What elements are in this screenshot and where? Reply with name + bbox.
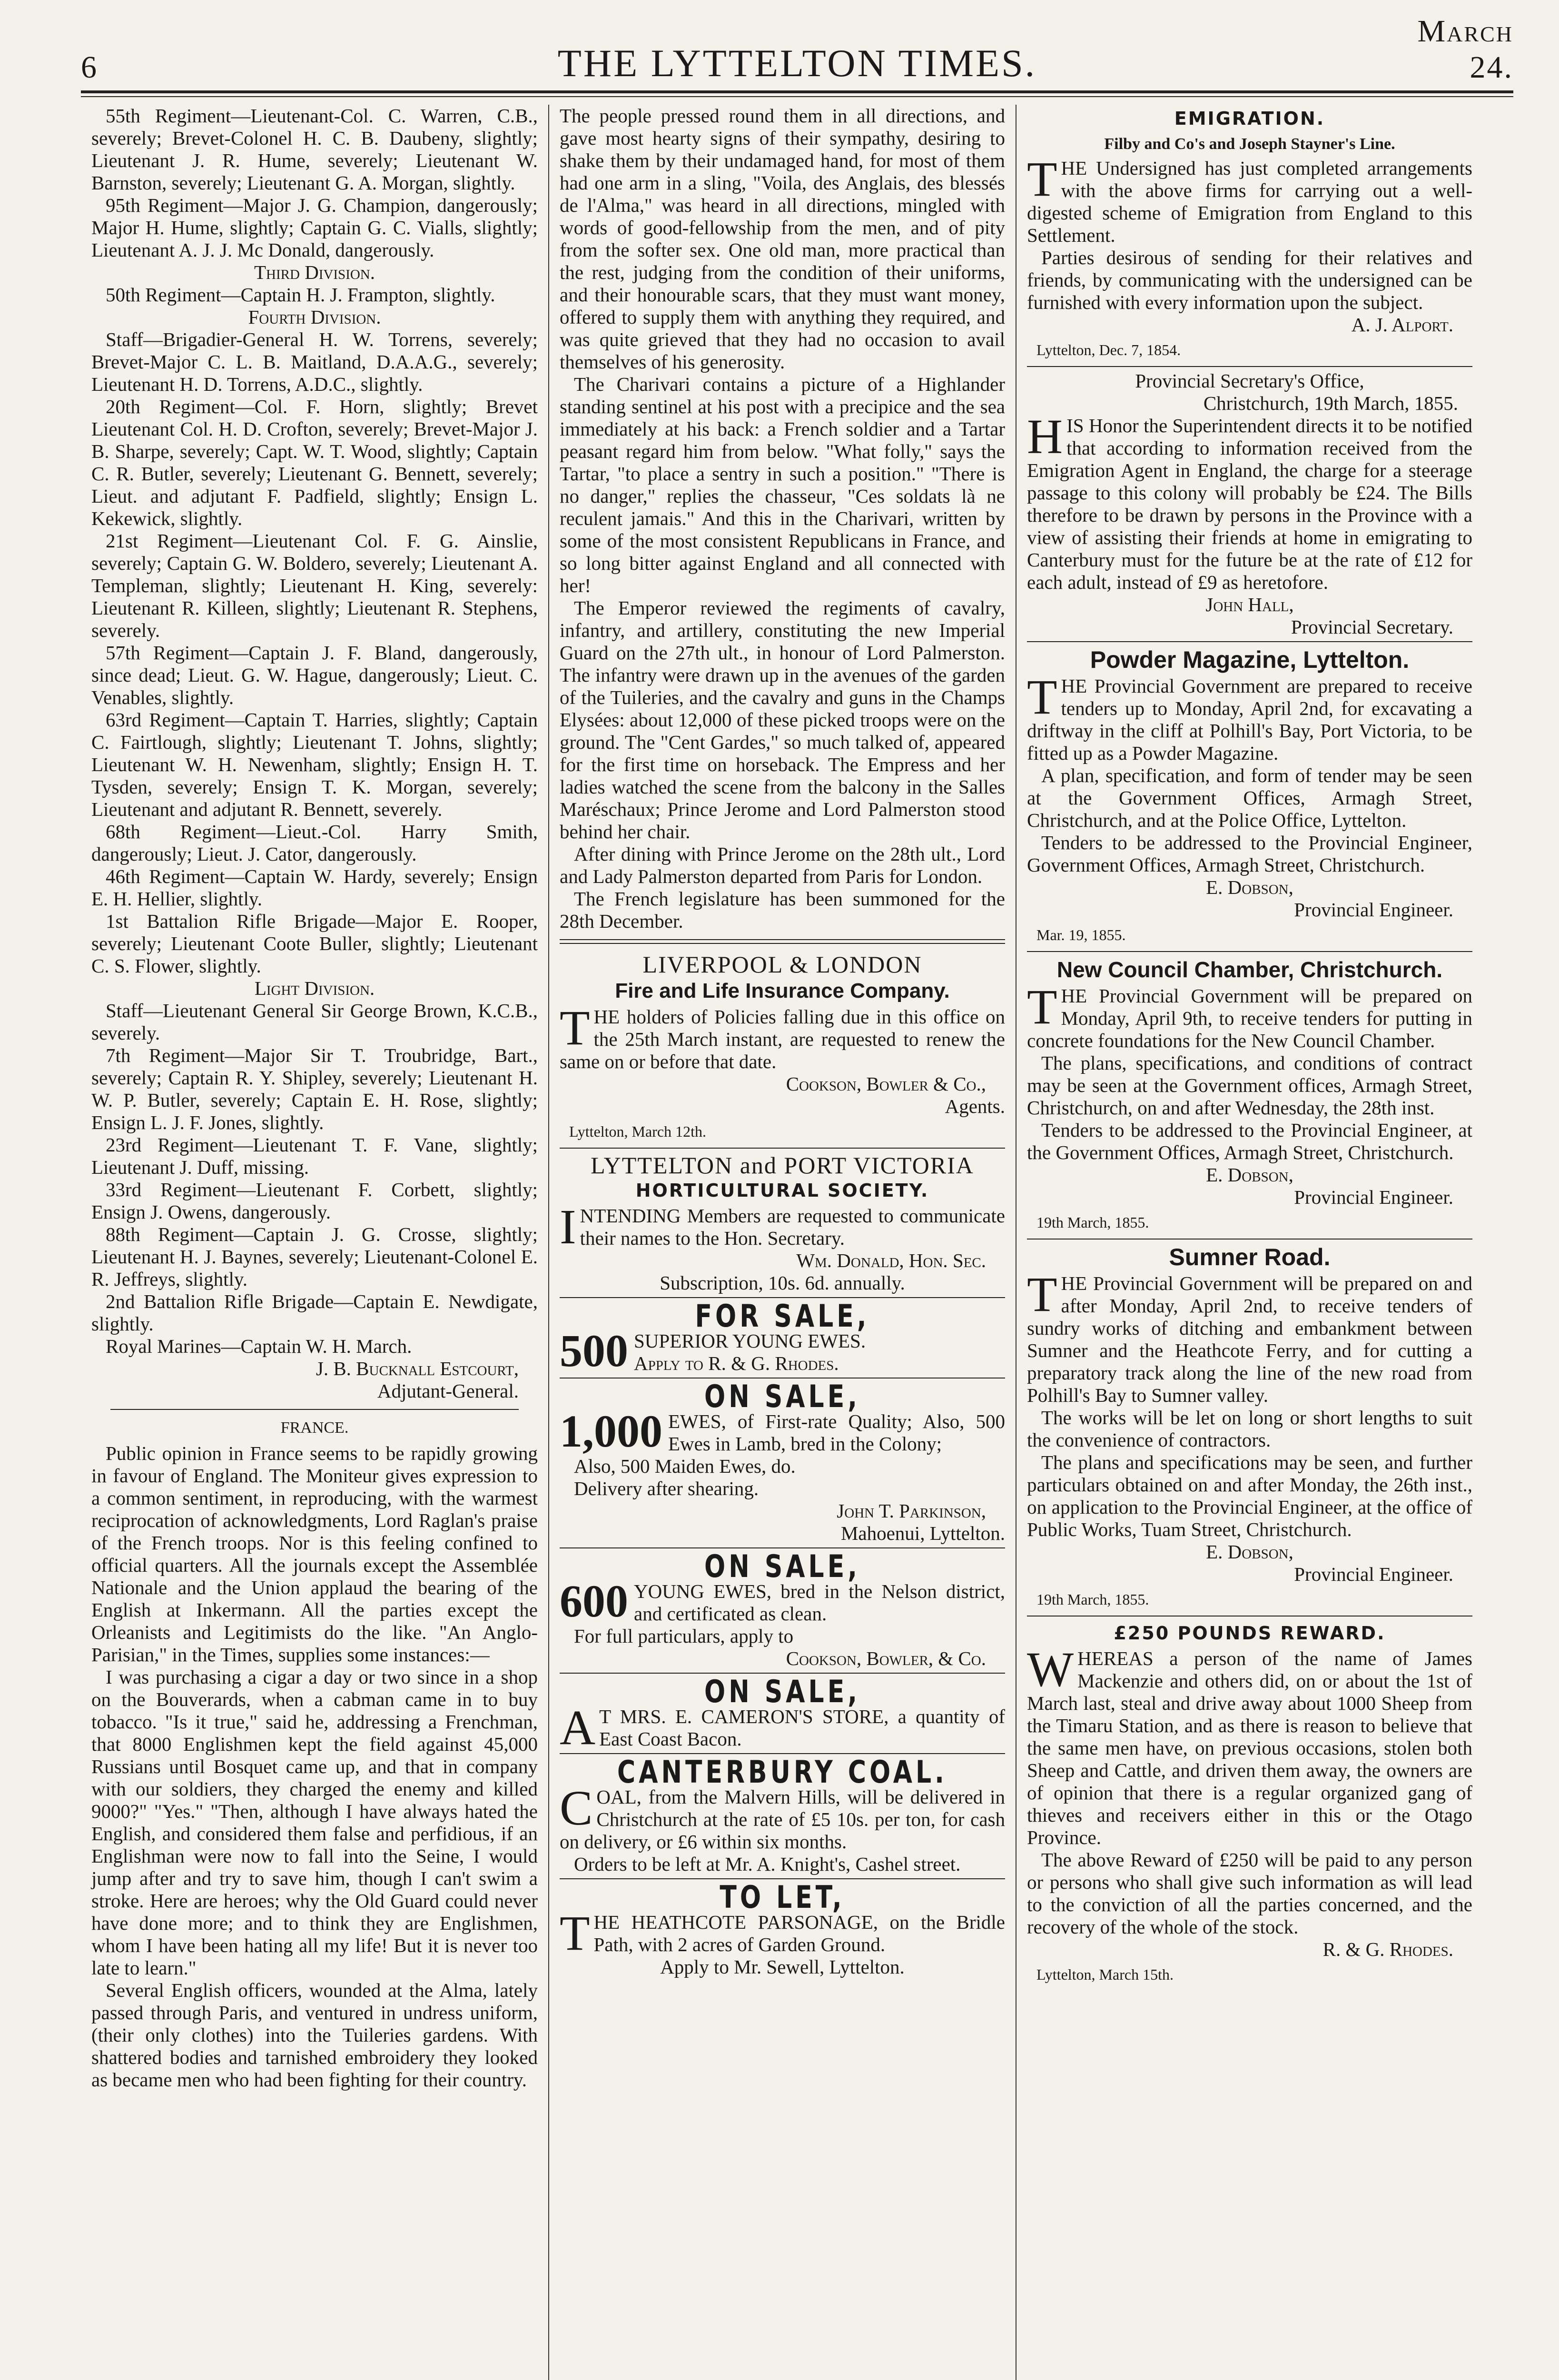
notice-signature-role: Provincial Engineer.	[1294, 1186, 1453, 1208]
council-chamber-notice	[1027, 955, 1472, 1236]
ad-heading: ON SALE,	[704, 1551, 860, 1585]
notice-signature-role: Provincial Engineer.	[1294, 899, 1453, 921]
ad-signature-place: Mahoenui, Lyttelton.	[840, 1522, 1005, 1544]
ad-body: HE holders of Policies falling due in this office on the 25th March instant, are requested to renew the same on or before that date.	[560, 1006, 1005, 1072]
ad-signature-role: Agents.	[945, 1095, 1005, 1117]
casualty-entry: 55th Regiment—Lieutenant-Col. C. Warren, C.B., severely; Brevet-Colonel H. C. B. Daubeny, slightly; Lieutenant J. R. Hume, severely; Lieutenant W. Barnston, severely; Lieutenant G. A. Morgan, slightly.	[91, 105, 538, 194]
ad-body: EWES, of First-rate Quality; Also, 500 Ewes in Lamb, bred in the Colony;	[668, 1410, 1005, 1455]
drop-cap: T	[1027, 980, 1057, 1034]
casualty-entry: 1st Battalion Rifle Brigade—Major E. Rooper, severely; Lieutenant Coote Buller, slightly; Lieutenant C. S. Flower, slightly.	[91, 910, 538, 977]
ad-subscription: Subscription, 10s. 6d. annually.	[660, 1272, 905, 1294]
emigration-ad	[1027, 105, 1472, 363]
notice-signature: John Hall,	[1205, 594, 1294, 615]
on-sale-young-ewes-ad	[560, 1551, 1005, 1670]
casualty-entry: Royal Marines—Captain W. H. March.	[106, 1335, 412, 1357]
ad-line: Also, 500 Maiden Ewes, do.	[574, 1455, 796, 1477]
casualty-entry: 33rd Regiment—Lieutenant F. Corbett, slightly; Ensign J. Owens, dangerously.	[91, 1179, 538, 1223]
ad-quantity: 1,000	[560, 1406, 662, 1457]
on-sale-ewes-ad	[560, 1381, 1005, 1545]
article-paragraph: The Emperor reviewed the regiments of cavalry, infantry, and artillery, constituting the new Imperial Guard on the 27th ult., in honour of Lord Palmerston. The infantry were drawn up in the avenues of the garden of the Tuileries, and the cavalry and guns in the Champs Elysées: about 12,000 of these picked troops were on the ground. The "Cent Gardes," so much talked of, appeared for the first time on horseback. The Empress and her ladies watched the scene from the balcony in the Salles Maréschaux; Prince Jerome and Lord Palmerston stood behind her chair.	[560, 597, 1005, 843]
ad-rule	[1027, 1239, 1472, 1240]
casualty-entry: 21st Regiment—Lieutenant Col. F. G. Ainslie, severely; Captain G. W. Boldero, severely; Lieutenant A. Templeman, slightly; Lieutenant H. King, severely: Lieutenant R. Killeen, slightly; Lieutenant R. Stephens, severely.	[91, 530, 538, 641]
ad-subtitle: HORTICULTURAL SOCIETY.	[635, 1180, 929, 1201]
ad-apply: Apply to R. & G. Rhodes.	[634, 1352, 839, 1374]
division-heading: Third Division.	[254, 261, 375, 283]
ad-subtitle: Filby and Co's and Joseph Stayner's Line.	[1104, 135, 1395, 153]
division-heading: Fourth Division.	[248, 306, 381, 328]
notice-line: A plan, specification, and form of tender may be seen at the Government Offices, Armagh Street, Christchurch, and at the Police Office, Lyttelton.	[1027, 764, 1472, 831]
notice-dateline: Mar. 19, 1855.	[1036, 926, 1126, 943]
liverpool-insurance-ad	[560, 951, 1005, 1145]
notice-signature: R. & G. Rhodes.	[1322, 1938, 1453, 1960]
article-paragraph: After dining with Prince Jerome on the 28th ult., Lord and Lady Palmerston departed from Paris for London.	[560, 843, 1005, 887]
ad-heading: TO LET,	[720, 1882, 845, 1916]
sumner-road-notice	[1027, 1242, 1472, 1613]
casualty-entry: 20th Regiment—Col. F. Horn, slightly; Brevet Lieutenant Col. H. D. Crofton, severely; Brevet-Major J. B. Sharpe, severely; Capt. W. T. Wood, slightly; Captain C. R. Butler, severely; Lieutenant G. Bennett, severely; Lieut. and adjutant F. Padfield, slightly; Ensign L. Kekewick, slightly.	[91, 396, 538, 529]
drop-cap: C	[560, 1781, 593, 1835]
casualty-entry: Staff—Brigadier-General H. W. Torrens, severely; Brevet-Major C. L. B. Maitland, D.A.A.G., severely; Lieutenant H. D. Torrens, A.D.C., slightly.	[91, 328, 538, 395]
notice-line: The plans and specifications may be seen, and further particulars obtained on and after Monday, the 26th inst., on application to the Provincial Engineer, at the office of Public Works, Tuam Street, Christchurch.	[1027, 1451, 1472, 1540]
notice-place: Christchurch, 19th March, 1855.	[1203, 392, 1458, 414]
newspaper-title: THE LYTTELTON TIMES.	[557, 41, 1037, 85]
ad-heading: ON SALE,	[704, 1381, 860, 1415]
ad-rule	[560, 1673, 1005, 1674]
notice-body: HE Provincial Government will be prepared on and after Monday, April 2nd, to receive tenders of sundry works of ditching and embankment between Sumner and the Heathcote Ferry, and for cutting a preparatory track along the line of the new road from Polhill's Bay to Sumner valley.	[1027, 1272, 1472, 1406]
article-paragraph: The people pressed round them in all directions, and gave most hearty signs of their sympathy, desiring to shake them by their undamaged hand, for most of them had one arm in a sling, "Voila, des Anglais, des blessés de l'Alma," was heard in all directions, mingled with words of good-fellowship from the men, and of pity from the softer sex. One old man, more practical than the rest, judging from the condition of their uniforms, and their honourable scars, that they must want money, offered to supply them with anything they required, and was quite grieved that they had no occasion to avail themselves of his generosity.	[560, 105, 1005, 373]
signature-name: J. B. Bucknall Estcourt,	[316, 1358, 519, 1379]
casualty-entry: 2nd Battalion Rifle Brigade—Captain E. Newdigate, slightly.	[91, 1290, 538, 1335]
ad-line: Orders to be left at Mr. A. Knight's, Cashel street.	[574, 1853, 961, 1875]
division-heading: Light Division.	[254, 977, 375, 999]
column-3	[1016, 105, 1483, 2380]
provincial-secretary-notice	[1027, 370, 1472, 638]
ad-body: HE Undersigned has just completed arrangements with the above firms for carrying out a well-digested scheme of Emigration from England to this Settlement.	[1027, 157, 1472, 246]
notice-heading: £250 POUNDS REWARD.	[1114, 1623, 1386, 1644]
ad-rule	[560, 1753, 1005, 1754]
notice-body: IS Honor the Superintendent directs it to be notified that according to information received from the Emigration Agent in England, the charge for a steerage passage to this colony will probably be £24. The Bills therefore to be drawn by persons in the Province with a view of assisting their friends at home in emigrating to Canterbury must for the future be at the rate of £12 for each adult, instead of £9 as heretofore.	[1027, 415, 1472, 593]
ad-rule	[1027, 641, 1472, 642]
casualty-entry: 46th Regiment—Captain W. Hardy, severely; Ensign E. H. Hellier, slightly.	[91, 865, 538, 910]
ad-rule	[560, 1297, 1005, 1298]
ad-heading: CANTERBURY COAL.	[617, 1757, 947, 1791]
ad-signature: Cookson, Bowler, & Co.	[786, 1647, 986, 1669]
masthead-rule-thin	[81, 96, 1513, 97]
notice-heading: Sumner Road.	[1169, 1244, 1331, 1270]
ad-heading: EMIGRATION.	[1174, 108, 1325, 129]
ad-body: YOUNG EWES, bred in the Nelson district, and certificated as clean.	[634, 1580, 1005, 1625]
notice-signature-role: Provincial Secretary.	[1291, 616, 1453, 638]
ad-line: Apply to Mr. Sewell, Lyttelton.	[660, 1956, 905, 1978]
ad-signature: John T. Parkinson,	[837, 1500, 986, 1522]
signature-title: Adjutant-General.	[377, 1380, 519, 1402]
to-let-ad	[560, 1882, 1005, 1978]
article-paragraph: The Charivari contains a picture of a Highlander standing sentinel at his post with a precipice and the sea immediately at his back: a French soldier and a Tartar peasant regard him from below. "What folly," says the Tartar, "to place a sentry in such a position." "There is no danger," replies the chasseur, "Ces soldats là ne reculent jamais." And this in the Charivari, written by some of the most consistent Republicans in France, and so long bitter against England and all connected with her!	[560, 373, 1005, 596]
notice-heading: Powder Magazine, Lyttelton.	[1090, 646, 1410, 673]
on-sale-bacon-ad	[560, 1676, 1005, 1750]
casualty-entry: 57th Regiment—Captain J. F. Bland, dangerously, since dead; Lieut. G. W. Hague, dangerously; Lieut. C. Venables, slightly.	[91, 642, 538, 708]
ad-title: LIVERPOOL & LONDON	[642, 951, 922, 978]
notice-dateline: 19th March, 1855.	[1036, 1591, 1149, 1608]
issue-date: March 24.	[1417, 14, 1513, 85]
article-paragraph: Several English officers, wounded at the Alma, lately passed through Paris, and ventured in undress uniform, (their only clothes) into the Tuileries gardens. With shattered bodies and tarnished embroidery they looked as became men who had been fighting for their country.	[91, 1979, 538, 2091]
ad-line: For full particulars, apply to	[574, 1625, 794, 1647]
drop-cap: T	[560, 1906, 590, 1961]
casualty-entry: 50th Regiment—Captain H. J. Frampton, slightly.	[106, 284, 495, 306]
drop-cap: T	[1027, 152, 1057, 207]
ad-signature: A. J. Alport.	[1351, 314, 1453, 336]
columns	[81, 105, 1513, 2380]
ad-body: SUPERIOR YOUNG EWES.	[634, 1330, 866, 1352]
ad-body: T MRS. E. CAMERON'S STORE, a quantity of East Coast Bacon.	[599, 1706, 1005, 1750]
notice-line: The plans, specifications, and conditions of contract may be seen at the Government offices, Armagh Street, Christchurch, on and after Wednesday, the 28th inst.	[1027, 1052, 1472, 1119]
notice-office: Provincial Secretary's Office,	[1135, 370, 1364, 392]
ad-dateline: Lyttelton, Dec. 7, 1854.	[1036, 341, 1181, 358]
ad-signature: Wm. Donald, Hon. Sec.	[796, 1250, 986, 1271]
casualty-entry: 63rd Regiment—Captain T. Harries, slightly; Captain C. Fairtlough, slightly; Lieutenant T. Johns, slightly; Lieutenant W. H. Newenham, slightly; Ensign H. T. Tysden, severely; Ensign T. K. Morgan, severely; Lieutenant and adjutant R. Bennett, severely.	[91, 709, 538, 820]
ad-title: LYTTELTON and PORT VICTORIA	[591, 1152, 974, 1179]
drop-cap: H	[1027, 409, 1063, 464]
article-paragraph: Public opinion in France seems to be rapidly growing in favour of England. The Moniteur gives expression to a common sentiment, in reproducing, with the warmest reciprocation of acknowledgments, Lord Raglan's praise of the French troops. Nor is this feeling confined to official quarters. All the journals except the Assemblée Nationale and the Union applaud the bearing of the English at Inkermann. All the parties except the Orleanists and Legitimists do the like. "An Anglo-Parisian," in the Times, supplies some instances:—	[91, 1442, 538, 1666]
powder-magazine-notice	[1027, 645, 1472, 948]
notice-signature: E. Dobson,	[1206, 876, 1293, 898]
notice-line: The above Reward of £250 will be paid to any person or persons who shall give such information as will lead to the conviction of all the parties concerned, and the recovery of the whole of the stock.	[1027, 1849, 1472, 1938]
ad-quantity: 500	[560, 1325, 628, 1375]
casualty-entry: 88th Regiment—Captain J. G. Crosse, slightly; Lieutenant H. J. Baynes, severely; Lieutenant-Colonel E. R. Jeffreys, slightly.	[91, 1223, 538, 1290]
ad-line: Parties desirous of sending for their relatives and friends, by communicating with the undersigned can be furnished with every information upon the subject.	[1027, 247, 1472, 313]
reward-notice	[1027, 1619, 1472, 1988]
ad-body: OAL, from the Malvern Hills, will be delivered in Christchurch at the rate of £5 10s. per ton, for cash on delivery, or £6 within six months.	[560, 1786, 1005, 1853]
ad-line: Delivery after shearing.	[574, 1478, 759, 1499]
masthead-rule	[81, 90, 1513, 93]
section-heading-france: FRANCE.	[280, 1419, 349, 1437]
ad-rule	[560, 1148, 1005, 1149]
notice-line: The works will be let on long or short lengths to suit the convenience of contractors.	[1027, 1407, 1472, 1451]
drop-cap: I	[560, 1200, 576, 1254]
drop-cap: T	[560, 1001, 590, 1055]
article-paragraph: I was purchasing a cigar a day or two since in a shop on the Bouverards, when a cabman came in to buy tobacco. "Is it true," said he, addressing a Frenchman, that 8000 Englishmen kept the field against 45,000 Russians until Bosquet came up, and that in company with our soldiers, they charged the enemy and killed 9000?" "Yes." "Then, although I have always hated the English, and considered them false and perfidious, if an Englishman were now to fall into the Seine, I would jump after and try to save him, though I can't swim a stroke. Here are heroes; why the Old Guard could never have done more; and to think they are Englishmen, whom I have been hating all my life! But it is never too late to learn."	[91, 1666, 538, 1979]
column-2	[548, 105, 1016, 2380]
notice-line: Tenders to be addressed to the Provincial Engineer, at the Government Offices, Armagh Street, Christchurch.	[1027, 1119, 1472, 1163]
notice-signature: E. Dobson,	[1206, 1541, 1293, 1563]
casualty-entry: Staff—Lieutenant General Sir George Brown, K.C.B., severely.	[91, 1000, 538, 1044]
ad-heading: ON SALE,	[704, 1676, 860, 1710]
canterbury-coal-ad	[560, 1757, 1005, 1875]
section-rule	[110, 1409, 519, 1410]
ad-rule	[560, 1878, 1005, 1879]
casualty-entry: 68th Regiment—Lieut.-Col. Harry Smith, dangerously; Lieut. J. Cator, dangerously.	[91, 821, 538, 865]
horticultural-society-ad	[560, 1151, 1005, 1294]
for-sale-ewes-ad	[560, 1301, 1005, 1375]
page-number: 6	[81, 50, 97, 85]
notice-dateline: Lyttelton, March 15th.	[1036, 1966, 1174, 1983]
ad-subtitle: Fire and Life Insurance Company.	[615, 979, 950, 1002]
notice-body: HEREAS a person of the name of James Mackenzie and others did, on or about the 1st of March last, steal and drive away about 1000 Sheep from the Timaru Station, and as there is reason to believe that the same men have, on previous occasions, stolen both Sheep and Cattle, and driven them away, the owners are of opinion that there is a regular organized gang of thieves and receivers either in this or the Otago Province.	[1027, 1647, 1472, 1848]
notice-dateline: 19th March, 1855.	[1036, 1214, 1149, 1231]
drop-cap: T	[1027, 1267, 1057, 1322]
notice-signature-role: Provincial Engineer.	[1294, 1563, 1453, 1585]
ad-body: HE HEATHCOTE PARSONAGE, on the Bridle Path, with 2 acres of Garden Ground.	[593, 1911, 1005, 1955]
drop-cap: A	[560, 1700, 596, 1750]
ad-body: NTENDING Members are requested to communicate their names to the Hon. Secretary.	[580, 1205, 1005, 1249]
ad-signature: Cookson, Bowler & Co.,	[786, 1073, 986, 1095]
casualty-entry: 23rd Regiment—Lieutenant T. F. Vane, slightly; Lieutenant J. Duff, missing.	[91, 1134, 538, 1178]
ad-rule	[1027, 366, 1472, 367]
casualty-entry: 7th Regiment—Major Sir T. Troubridge, Bart., severely; Captain R. Y. Shipley, severely; Lieutenant H. W. P. Butler, severely; Captain E. H. Rose, slightly; Ensign L. J. F. Jones, slightly.	[91, 1044, 538, 1133]
casualty-entry: 95th Regiment—Major J. G. Champion, dangerously; Major H. Hume, slightly; Captain G. C. Vialls, slightly; Lieutenant A. J. J. Mc Donald, dangerously.	[91, 194, 538, 261]
ad-quantity: 600	[560, 1576, 628, 1626]
notice-signature: E. Dobson,	[1206, 1164, 1293, 1186]
ad-heading: FOR SALE,	[695, 1301, 870, 1335]
notice-body: HE Provincial Government are prepared to receive tenders up to Monday, April 2nd, for excavating a driftway in the cliff at Polhill's Bay, Port Victoria, to be fitted up as a Powder Magazine.	[1027, 675, 1472, 764]
drop-cap: T	[1027, 670, 1057, 724]
notice-body: HE Provincial Government will be prepared on Monday, April 9th, to receive tenders for putting in concrete foundations for the New Council Chamber.	[1027, 985, 1472, 1051]
article-paragraph: The French legislature has been summoned for the 28th December.	[560, 888, 1005, 932]
drop-cap: W	[1027, 1642, 1074, 1697]
ad-rule	[560, 1547, 1005, 1548]
notice-line: Tenders to be addressed to the Provincial Engineer, Government Offices, Armagh Street, Christchurch.	[1027, 832, 1472, 876]
notice-heading: New Council Chamber, Christchurch.	[1056, 957, 1443, 982]
ad-rule	[1027, 951, 1472, 952]
column-1	[81, 105, 548, 2380]
double-rule	[560, 939, 1005, 944]
masthead	[81, 14, 1513, 86]
newspaper-page	[81, 14, 1513, 2380]
ad-dateline: Lyttelton, March 12th.	[569, 1123, 706, 1140]
